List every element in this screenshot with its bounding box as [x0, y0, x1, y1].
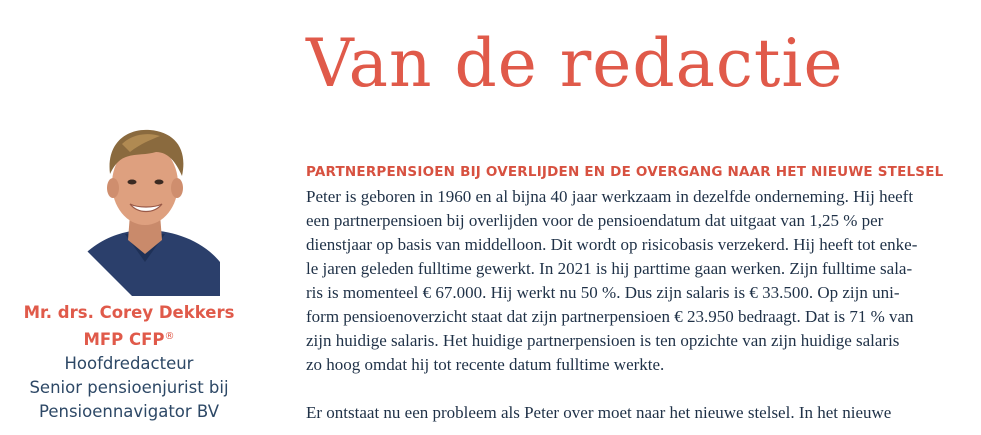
- body-line: form pensioenoverzicht staat dat zijn partnerpensioen € 23.950 bedraagt. Dat is 71 % van: [306, 307, 914, 326]
- author-role-line: Hoofdredacteur: [64, 354, 194, 373]
- author-block: [0, 301, 258, 424]
- article-body: [306, 185, 978, 425]
- body-line: dienstjaar op basis van middelloon. Dit wordt op risicobasis verzekerd. Hij heeft tot enke-: [306, 235, 918, 254]
- registered-mark: ®: [164, 331, 175, 342]
- author-role-line: Pensioennavigator BV: [38, 402, 220, 421]
- body-line: Er ontstaat nu een probleem als Peter over moet naar het nieuwe stelsel. In het nieuwe: [306, 403, 892, 422]
- author-name: Mr. drs. Corey Dekkers: [23, 303, 235, 322]
- author-credentials-text: MFP CFP: [83, 330, 165, 349]
- body-line: ris is momenteel € 67.000. Hij werkt nu 50 %. Dus zijn salaris is € 33.500. Op zijn uni-: [306, 283, 900, 302]
- paragraph-gap: [306, 377, 978, 401]
- section-heading: PARTNERPENSIOEN BIJ OVERLIJDEN EN DE OVERGANG NAAR HET NIEUWE STELSEL: [306, 164, 944, 180]
- body-line: Peter is geboren in 1960 en al bijna 40 jaar werkzaam in dezelfde onderneming. Hij heeft: [306, 187, 914, 206]
- author-credentials: [0, 325, 258, 352]
- body-line: zijn huidige salaris. Het huidige partnerpensioen is ten opzichte van zijn huidige salaris: [306, 331, 900, 350]
- author-photo: [70, 122, 220, 296]
- body-line: le jaren geleden fulltime gewerkt. In 2021 is hij parttime gaan werken. Zijn fulltime sala-: [306, 259, 913, 278]
- body-line: zo hoog omdat hij tot recente datum fulltime werkte.: [306, 355, 665, 374]
- body-line: een partnerpensioen bij overlijden voor de pensioendatum dat uitgaat van 1,25 % per: [306, 211, 884, 230]
- page-title: Van de redactie: [306, 25, 844, 102]
- author-role-line: Senior pensioenjurist bij: [29, 378, 229, 397]
